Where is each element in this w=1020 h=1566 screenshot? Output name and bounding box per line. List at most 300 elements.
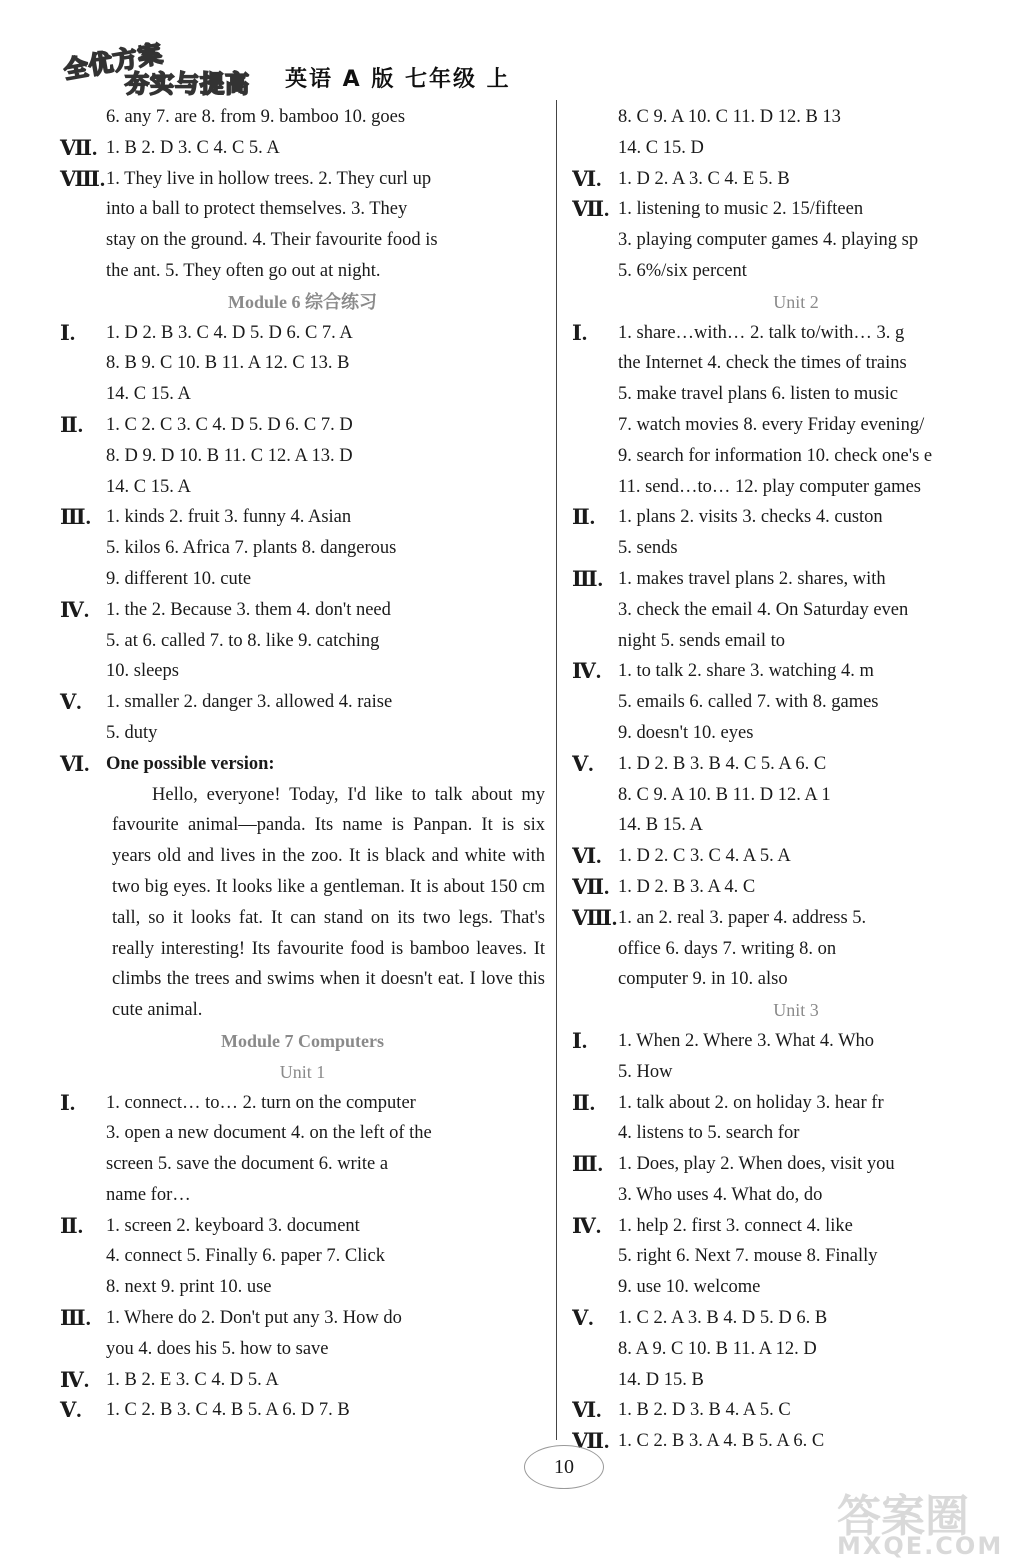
answer-item: 4. D <box>211 1369 248 1390</box>
answer-line <box>106 472 545 503</box>
left-column <box>60 102 545 1426</box>
answer-item: 8. from <box>201 107 261 127</box>
answer-item: 3. checks <box>742 507 816 528</box>
answer-item: 5. C <box>759 1400 791 1421</box>
answer-line <box>618 687 1020 718</box>
answer-section <box>60 102 545 133</box>
answer-item: 3. connect <box>725 1215 807 1236</box>
answer-item: 2. visits <box>680 507 743 528</box>
answer-line <box>618 656 1020 687</box>
answer-item: 1. share…with… <box>618 322 751 343</box>
answer-item: 9. D <box>142 445 179 466</box>
section-numeral: Ⅳ. <box>572 659 602 684</box>
page-number-text: 10 <box>554 1456 574 1478</box>
answer-item: 10. B <box>687 784 733 805</box>
answer-item: 1. kinds <box>106 507 170 528</box>
answer-line <box>618 102 1020 133</box>
answer-item: 3. g <box>876 322 905 343</box>
answer-item: 14. C <box>618 137 663 158</box>
answer-item: 5. B <box>758 168 790 189</box>
answer-item: 1. plans <box>618 507 681 528</box>
answer-item: 2. first <box>672 1215 726 1236</box>
unit-heading: Unit 2 <box>773 291 819 312</box>
answer-item: 11. D <box>732 784 778 805</box>
answer-item: 1. D <box>106 322 143 343</box>
answer-item: 3. playing computer games <box>618 230 823 251</box>
answer-item: 5. kilos <box>106 538 166 559</box>
answer-line <box>618 595 1020 626</box>
answer-item: 4. E <box>724 168 759 189</box>
answer-item: name for… <box>106 1184 191 1205</box>
answer-item: 12. C <box>264 353 310 374</box>
answer-item: 4. C <box>725 753 761 774</box>
answer-item: 4. Who <box>819 1030 875 1051</box>
answer-item: 5. sends email to <box>660 630 785 651</box>
answer-line <box>618 626 1020 657</box>
answer-item: 4. D <box>212 414 249 435</box>
section-numeral: Ⅳ. <box>60 597 90 622</box>
answer-line <box>618 1057 1020 1088</box>
answer-item: 4. don't need <box>296 599 391 620</box>
answer-item: 1. C <box>618 1431 654 1452</box>
answer-item: 3. They <box>351 199 408 220</box>
answer-line <box>618 749 1020 780</box>
answer-item: 7. B <box>318 1400 350 1421</box>
section-numeral: Ⅶ. <box>572 874 610 899</box>
answer-item: 13. D <box>311 445 353 466</box>
answer-line <box>106 194 545 225</box>
answer-item: 1. screen <box>106 1215 177 1236</box>
answer-item: 8. next <box>106 1277 161 1298</box>
answer-item: 5. sends <box>618 538 678 559</box>
answer-item: 15. A <box>150 476 191 497</box>
answer-item: 5. <box>852 907 867 928</box>
answer-line <box>618 348 1020 379</box>
answer-line <box>618 1395 1020 1426</box>
answer-item: 4. C <box>213 137 249 158</box>
answer-section <box>60 133 545 164</box>
answer-item: 4. B <box>723 1431 759 1452</box>
answer-item: 2. talk to/with… <box>750 322 877 343</box>
answer-item: 4. What do, do <box>713 1184 823 1205</box>
answer-section <box>60 410 545 502</box>
answer-item: 9. A <box>653 107 688 127</box>
answer-line <box>618 1211 1020 1242</box>
answer-item: 5. save the document <box>157 1154 319 1175</box>
answer-item: 11. D <box>732 107 778 127</box>
answer-line <box>618 194 1020 225</box>
answer-section <box>572 318 1020 503</box>
answer-item: 4. listens to <box>618 1123 708 1144</box>
answer-item: 5. A <box>758 1431 794 1452</box>
answer-line <box>618 903 1020 934</box>
answer-item: 7. to <box>209 630 248 651</box>
answer-section <box>572 564 1020 656</box>
answer-item: 5. how to save <box>221 1338 329 1359</box>
answer-item: 2. When does, visit you <box>720 1154 895 1175</box>
answer-item: 4. Asian <box>290 507 352 528</box>
answer-section <box>572 749 1020 841</box>
answer-line <box>618 379 1020 410</box>
answer-item: 6. called <box>689 692 757 713</box>
answer-item: 4. C <box>724 876 756 897</box>
answer-section <box>572 1149 1020 1211</box>
answer-item: 8. every Friday evening/ <box>743 414 925 435</box>
answer-item: 4. A <box>725 846 760 867</box>
answer-item: 15. A <box>662 815 703 836</box>
section-numeral: Ⅲ. <box>60 505 91 530</box>
answer-item: 3. Who uses <box>618 1184 714 1205</box>
answer-section <box>572 841 1020 872</box>
answer-section <box>572 656 1020 748</box>
answer-section <box>572 1426 1020 1457</box>
answer-item: 5. A <box>247 1400 283 1421</box>
answer-item: you <box>106 1338 139 1359</box>
answer-item: 10. eyes <box>692 722 754 743</box>
answer-line <box>106 1180 545 1211</box>
answer-line <box>106 1303 545 1334</box>
answer-item: 3. allowed <box>257 692 339 713</box>
answer-section <box>572 872 1020 903</box>
answer-line <box>618 502 1020 533</box>
answer-line <box>618 1241 1020 1272</box>
answer-item: the ant. <box>106 260 166 281</box>
watermark <box>837 1480 1012 1560</box>
answer-item: 9. A <box>653 784 688 805</box>
answer-item: 13 <box>822 107 841 127</box>
answer-line <box>106 595 545 626</box>
answer-item: 2. E <box>141 1369 176 1390</box>
answer-item: 3. document <box>268 1215 360 1236</box>
answer-item: 6. C <box>793 1431 825 1452</box>
answer-line <box>106 1149 545 1180</box>
answer-line <box>106 318 545 349</box>
section-numeral: Ⅳ. <box>572 1213 602 1238</box>
answer-item: 13. B <box>309 353 350 374</box>
section-numeral: Ⅷ. <box>60 166 106 191</box>
answer-item: 3. B <box>689 753 726 774</box>
answer-item: 10. goes <box>343 107 406 127</box>
answer-item: 3. B <box>687 1308 724 1329</box>
answer-item: 4. custon <box>815 507 883 528</box>
answer-section <box>572 1211 1020 1303</box>
answer-section <box>60 595 545 687</box>
answer-item: 1. to talk <box>618 661 688 682</box>
page-number <box>524 1445 604 1489</box>
answer-section <box>60 164 545 287</box>
answer-item: 6. B <box>796 1308 828 1329</box>
answer-item: 10. B <box>687 1338 733 1359</box>
answer-line <box>618 256 1020 287</box>
answer-item: 5. A <box>247 1369 279 1390</box>
answer-item: 9. in <box>692 969 731 990</box>
answer-item: 6. Africa <box>165 538 235 559</box>
unit-heading: Unit 3 <box>773 1000 819 1021</box>
writing-section <box>60 749 545 1026</box>
answer-item: 1. When <box>618 1030 685 1051</box>
answer-item: 10. use <box>219 1277 272 1298</box>
answer-line <box>106 687 545 718</box>
watermark-text: 答案圈 <box>837 1491 969 1542</box>
answer-item: 5. How <box>618 1061 673 1082</box>
unit-heading: Unit 1 <box>279 1061 326 1082</box>
answer-item: 3. hear fr <box>816 1092 884 1113</box>
answer-section <box>572 1303 1020 1395</box>
answer-item: 12. play computer games <box>735 476 921 497</box>
answer-item: 8. games <box>812 692 879 713</box>
answer-line <box>106 379 545 410</box>
answer-item: computer <box>618 969 693 990</box>
answer-item: 2. B <box>142 322 178 343</box>
answer-item: 3. them <box>236 599 297 620</box>
answer-line <box>618 1118 1020 1149</box>
answer-item: 9. use <box>618 1277 666 1298</box>
answer-item: 12. A <box>267 445 312 466</box>
answer-item: 3. What <box>757 1030 820 1051</box>
section-numeral: Ⅴ. <box>572 751 594 776</box>
page-number-ornament <box>524 1445 604 1489</box>
answer-item: 5. A <box>760 753 796 774</box>
answer-line <box>618 1303 1020 1334</box>
answer-section <box>60 1211 545 1303</box>
answer-item: 1. an <box>618 907 659 928</box>
module-heading: Module 7 Computers <box>221 1030 384 1051</box>
answer-item: 4. A <box>725 1400 760 1421</box>
answer-item: 15. D <box>662 137 704 158</box>
answer-section <box>572 1088 1020 1150</box>
answer-item: 2. D <box>653 1400 690 1421</box>
answer-item: 3. watching <box>750 661 841 682</box>
answer-item: 4. check the times of trains <box>707 353 907 374</box>
column-divider <box>556 100 557 1440</box>
answer-item: 10. also <box>730 969 788 990</box>
module-heading: Module 6 综合练习 <box>227 291 377 312</box>
answer-item: 4. on the left of the <box>290 1123 432 1144</box>
answer-item: 9. print <box>160 1277 220 1298</box>
answer-line <box>618 441 1020 472</box>
answer-item: 2. C <box>141 414 177 435</box>
answer-item: 8. D <box>106 445 143 466</box>
answer-line <box>618 472 1020 503</box>
answer-item: 11. send…to… <box>618 476 735 497</box>
answer-item: into a ball to protect themselves. <box>106 199 352 220</box>
answer-item: 9. bamboo <box>260 107 344 127</box>
answer-item: 10. C <box>687 107 733 127</box>
answer-line <box>618 964 1020 995</box>
answer-item: 1. C <box>106 414 142 435</box>
answer-item: 3. B <box>689 1400 726 1421</box>
section-numeral: Ⅲ. <box>60 1306 91 1331</box>
answer-line <box>106 502 545 533</box>
answer-item: 3. check the email <box>618 599 758 620</box>
answer-item: 1. D <box>618 753 655 774</box>
answer-item: 3. A <box>688 1431 724 1452</box>
answer-item: 8. B <box>106 353 142 374</box>
answer-item: 14. C <box>106 476 151 497</box>
answer-item: 3. C <box>689 846 726 867</box>
answer-item: 5. Finally <box>186 1246 263 1267</box>
answer-item: 7. D <box>320 414 353 435</box>
answer-item: 10. cute <box>192 568 252 589</box>
answer-item: 1. They live in hollow trees. <box>106 168 319 189</box>
answer-line <box>618 410 1020 441</box>
answer-item: 8. dangerous <box>301 538 397 559</box>
answer-item: 1. D <box>618 876 655 897</box>
answer-item: 1. help <box>618 1215 673 1236</box>
answer-item: 1. B <box>618 1400 654 1421</box>
section-numeral: Ⅴ. <box>60 1398 82 1423</box>
answer-item: 9. doesn't <box>618 722 693 743</box>
answer-item: 5. A <box>759 846 791 867</box>
section-numeral: Ⅵ. <box>572 166 602 191</box>
answer-item: 4. address <box>773 907 853 928</box>
answer-item: screen <box>106 1154 158 1175</box>
answer-item: 2. D <box>141 137 178 158</box>
answer-item: 9. catching <box>298 630 380 651</box>
section-numeral: Ⅱ. <box>572 505 595 530</box>
answer-item: 7. A <box>321 322 353 343</box>
answer-line <box>106 348 545 379</box>
answer-item: 12. B <box>777 107 823 127</box>
section-numeral: Ⅵ. <box>60 751 90 776</box>
answer-item: 8. Finally <box>806 1246 878 1267</box>
answer-item: 5. at <box>106 630 143 651</box>
answer-item: 5. 6%/six percent <box>618 260 747 281</box>
section-numeral: Ⅵ. <box>572 844 602 869</box>
answer-line <box>106 225 545 256</box>
answer-item: 7. plants <box>234 538 302 559</box>
answer-item: 6. write a <box>318 1154 389 1175</box>
answer-item: 8. like <box>247 630 299 651</box>
logo-line-1: 全优方案 <box>61 39 166 85</box>
answer-item: 4. connect <box>106 1246 187 1267</box>
answer-item: 5. D <box>759 1308 797 1329</box>
answer-section <box>572 1395 1020 1426</box>
answer-line <box>106 1365 545 1396</box>
answer-item: 6. C <box>286 322 322 343</box>
answer-item: 1. C <box>106 1400 142 1421</box>
answer-item: 10. welcome <box>665 1277 761 1298</box>
answer-item: 2. B <box>654 753 690 774</box>
answer-line <box>106 626 545 657</box>
answer-item: 1. smaller <box>106 692 184 713</box>
answer-item: 3. C <box>175 1369 212 1390</box>
answer-line <box>106 1241 545 1272</box>
section-numeral: Ⅱ. <box>60 412 83 437</box>
answer-item: 3. C <box>176 414 213 435</box>
answer-line <box>618 1426 1020 1457</box>
answer-item: 2. 15/fifteen <box>772 199 864 220</box>
answer-item: 7. are <box>155 107 202 127</box>
answer-item: 5. D <box>248 414 286 435</box>
answer-item: 4. Their favourite food is <box>252 230 438 251</box>
answer-line <box>618 318 1020 349</box>
answer-item: night <box>618 630 661 651</box>
answer-item: 3. open a new document <box>106 1123 291 1144</box>
answer-item: 1. Where do <box>106 1308 202 1329</box>
answer-item: 3. C <box>177 137 214 158</box>
answer-item: 15. A <box>150 384 191 405</box>
answer-item: 9. different <box>106 568 193 589</box>
section-numeral: Ⅴ. <box>572 1306 594 1331</box>
answer-item: 3. funny <box>224 507 291 528</box>
answer-item: 7. with <box>756 692 813 713</box>
answer-item: 2. Where <box>684 1030 758 1051</box>
answer-item: 4. raise <box>338 692 393 713</box>
answer-line <box>106 133 545 164</box>
section-numeral: Ⅱ. <box>60 1213 83 1238</box>
answer-line <box>618 810 1020 841</box>
answer-item: the Internet <box>618 353 708 374</box>
answer-item: 2. real <box>658 907 710 928</box>
answer-line <box>618 718 1020 749</box>
answer-item: 7. mouse <box>735 1246 807 1267</box>
answer-item: 12. D <box>775 1338 817 1359</box>
answer-item: 3. paper <box>709 907 774 928</box>
answer-item: 1. B <box>106 137 142 158</box>
answer-item: 1. makes travel plans <box>618 568 779 589</box>
answer-item: 7. Click <box>326 1246 386 1267</box>
answer-section <box>60 318 545 410</box>
answer-item: 1. Does, play <box>618 1154 721 1175</box>
answer-item: 6. D <box>282 1400 319 1421</box>
answer-item: 5. emails <box>618 692 690 713</box>
answer-item: 10. B <box>176 353 222 374</box>
answer-item: 3. C <box>177 322 214 343</box>
answer-line <box>106 164 545 195</box>
essay-text: Hello, everyone! Today, I'd like to talk about my favourite animal—panda. Its name is Panpan. It is six years old and lives in the zoo. It is black and white with two big eyes. It looks like a gentleman. It is about 150 cm tall, so it looks fat. It can stand on its two legs. That's really interesting! Its favourite food is bamboo leaves. It climbs the trees and swims when it doesn't eat. I love this cute animal. <box>112 784 545 1021</box>
answer-item: 3. C <box>688 168 725 189</box>
answer-line <box>618 1180 1020 1211</box>
answer-item: 11. A <box>221 353 265 374</box>
answer-item: 8. A <box>618 1338 653 1359</box>
answer-item: 5. duty <box>106 722 158 743</box>
answer-line <box>618 872 1020 903</box>
answer-item: 2. on holiday <box>714 1092 817 1113</box>
answer-item: 2. share <box>687 661 751 682</box>
answer-line <box>618 1149 1020 1180</box>
answer-line <box>106 718 545 749</box>
answer-section <box>572 164 1020 195</box>
answer-item: 2. B <box>653 1431 689 1452</box>
answer-item: 9. C <box>652 1338 688 1359</box>
answer-item: 15. B <box>663 1369 704 1390</box>
answer-item: 2. fruit <box>169 507 225 528</box>
section-numeral: Ⅵ. <box>572 1398 602 1423</box>
answer-line <box>106 1334 545 1365</box>
answer-item: 2. danger <box>183 692 258 713</box>
answer-item: 1. listening to music <box>618 199 773 220</box>
answer-item: 4. On Saturday even <box>757 599 909 620</box>
answer-item: 3. C <box>176 1400 213 1421</box>
answer-line <box>106 1211 545 1242</box>
answer-item: 4. does his <box>138 1338 222 1359</box>
answer-item: 2. shares, with <box>778 568 886 589</box>
answer-line <box>106 1272 545 1303</box>
answer-item: 9. search for information <box>618 445 807 466</box>
section-numeral: Ⅲ. <box>572 1152 603 1177</box>
answer-item: 4. m <box>841 661 874 682</box>
answer-section <box>572 903 1020 995</box>
answer-item: 6. listen to music <box>771 384 899 405</box>
answer-line <box>106 102 545 133</box>
answer-item: 14. B <box>618 815 663 836</box>
answer-item: 9. C <box>141 353 177 374</box>
answer-line <box>618 164 1020 195</box>
answer-line <box>618 841 1020 872</box>
answer-item: 2. C <box>654 846 690 867</box>
answer-section <box>572 502 1020 564</box>
